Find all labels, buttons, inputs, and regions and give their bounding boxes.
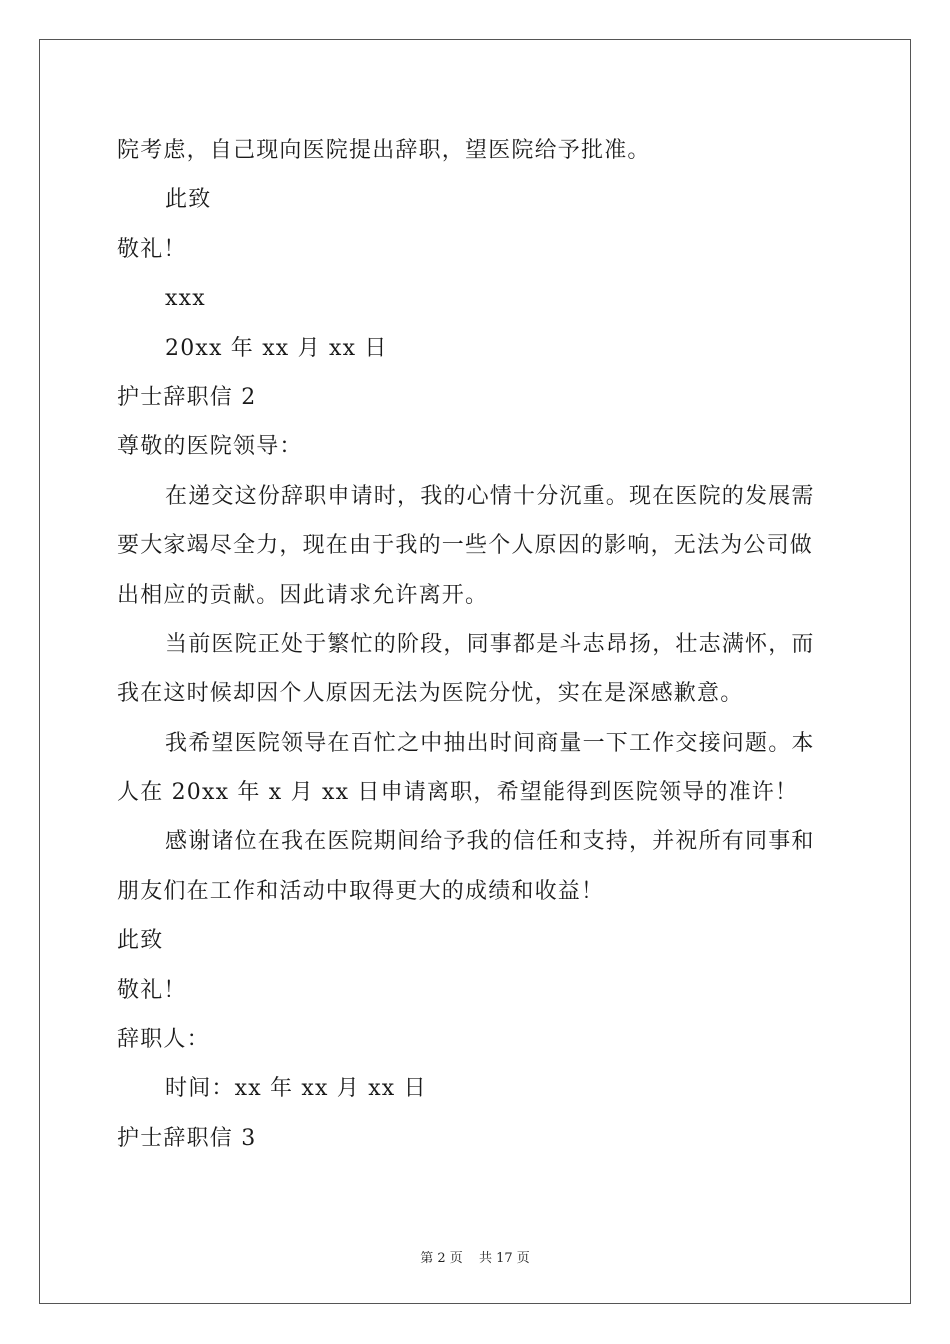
body-line: 我在这时候却因个人原因无法为医院分忧，实在是深感歉意。 [117, 681, 744, 707]
closing-regards: 敬礼！ [117, 977, 187, 1003]
page-number: 第 2 页 [420, 1251, 463, 1266]
section-heading: 护士辞职信 2 [117, 384, 257, 410]
body-line: 院考虑，自己现向医院提出辞职，望医院给予批准。 [117, 138, 651, 163]
body-line: 出相应的贡献。因此请求允许离开。 [117, 582, 489, 608]
body-line: 当前医院正处于繁忙的阶段，同事都是斗志昂扬，壮志满怀，而 [165, 631, 815, 657]
body-line: 人在 20xx 年 x 月 xx 日申请离职，希望能得到医院领导的准许！ [117, 780, 799, 806]
signature-name: xxx [165, 286, 206, 312]
signature-date: 20xx 年 xx 月 xx 日 [165, 335, 388, 361]
body-line: 感谢诸位在我在医院期间给予我的信任和支持，并祝所有同事和 [165, 829, 815, 855]
body-line: 要大家竭尽全力，现在由于我的一些个人原因的影响，无法为公司做 [117, 533, 814, 559]
body-line: 朋友们在工作和活动中取得更大的成绩和收益！ [117, 878, 605, 904]
page-footer [0, 1247, 950, 1266]
letter-greeting: 尊敬的医院领导： [117, 434, 303, 460]
body-line: 在递交这份辞职申请时，我的心情十分沉重。现在医院的发展需 [165, 483, 815, 509]
section-heading: 护士辞职信 3 [117, 1125, 257, 1151]
page-total: 共 17 页 [478, 1251, 530, 1266]
document-body [117, 126, 837, 1163]
closing-salutation: 此致 [165, 187, 212, 213]
signature-date: 时间：xx 年 xx 月 xx 日 [165, 1076, 427, 1102]
body-line: 我希望医院领导在百忙之中抽出时间商量一下工作交接问题。本 [165, 730, 815, 756]
signature-label: 辞职人： [117, 1027, 210, 1053]
closing-regards: 敬礼！ [117, 236, 187, 262]
closing-salutation: 此致 [117, 928, 164, 954]
